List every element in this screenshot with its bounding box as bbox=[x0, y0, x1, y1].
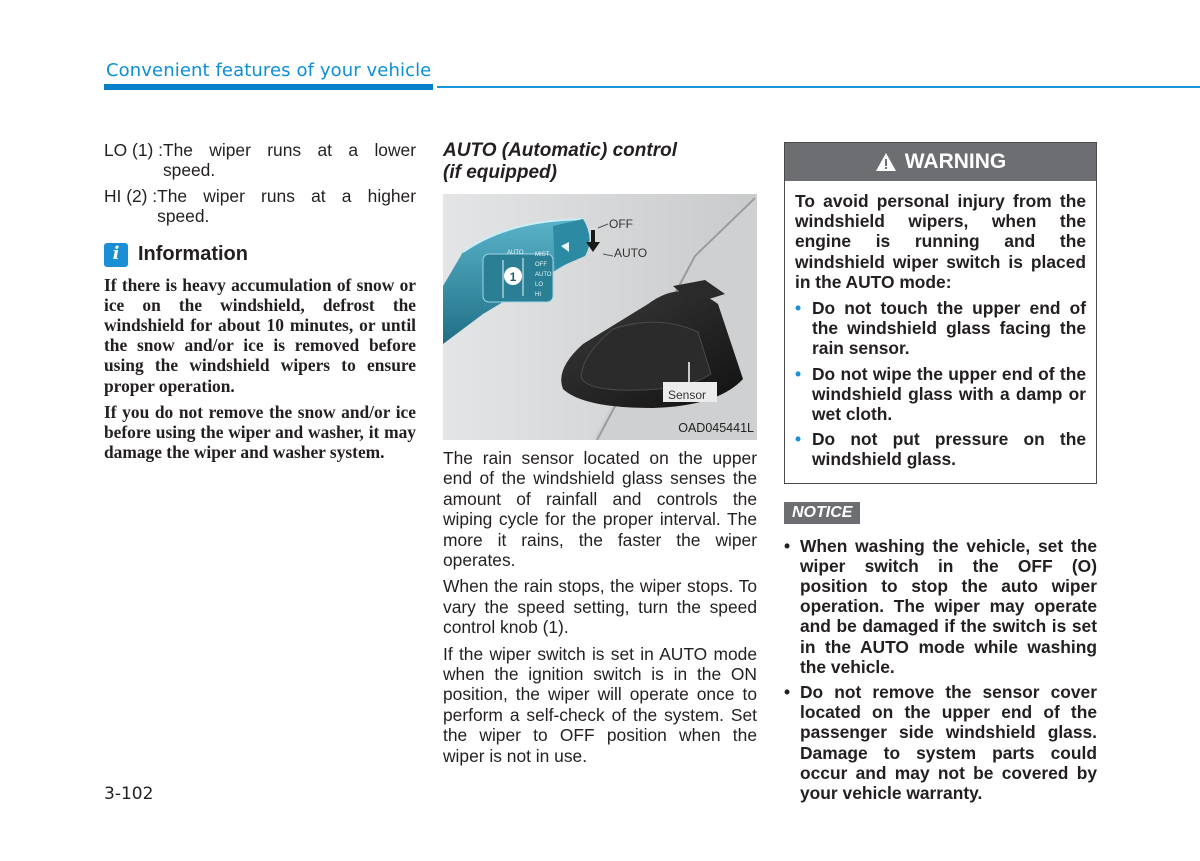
stalk-marking: AUTO bbox=[507, 250, 524, 256]
stalk-marking: AUTO bbox=[535, 272, 552, 278]
information-title: Information bbox=[138, 243, 248, 266]
notice-bullet: • Do not remove the sensor cover located on the upper end of the passenger side windshield glass. Damage to system parts could occur and may not be covered by your vehicle warranty. bbox=[784, 682, 1097, 804]
knob-number-label: 1 bbox=[509, 270, 517, 284]
body-paragraph: If the wiper switch is set in AUTO mode when the ignition switch is in the ON position, the wiper will operate once to perform a self-check of the system. Set the wiper to OFF position when the wiper is not in use. bbox=[443, 643, 757, 766]
bullet-dot-icon: • bbox=[795, 429, 802, 450]
definition-desc: speed. bbox=[157, 206, 210, 227]
warning-header bbox=[785, 143, 1096, 181]
information-heading bbox=[104, 243, 416, 267]
warning-bullet: • Do not touch the upper end of the windshield glass facing the rain sensor. bbox=[795, 298, 1086, 359]
warning-bullet: • Do not put pressure on the windshield glass. bbox=[795, 429, 1086, 470]
figure-label-sensor: Sensor bbox=[668, 388, 707, 402]
information-paragraph: If there is heavy accumulation of snow or ice on the windshield, defrost the windshield for about 10 minutes, or until the snow and/or ice is removed before using the windshield wipers to ensure proper operation. bbox=[104, 274, 416, 396]
notice-body bbox=[784, 536, 1097, 804]
header-rule-dark bbox=[104, 84, 433, 90]
bullet-dot-icon: • bbox=[784, 682, 791, 703]
definition-desc: The wiper runs at a higher bbox=[157, 185, 416, 206]
section-title: Convenient features of your vehicle bbox=[106, 60, 432, 81]
header-rule-light bbox=[437, 86, 1200, 88]
warning-title: WARNING bbox=[904, 150, 1007, 173]
figure-label-off: OFF bbox=[609, 217, 633, 231]
stalk-marking: MIST bbox=[535, 252, 550, 258]
information-paragraph: If you do not remove the snow and/or ice before using the wiper and washer, it may damage the wiper and washer system. bbox=[104, 401, 416, 463]
definition-term: LO (1) : bbox=[104, 140, 163, 160]
stalk-marking: LO bbox=[535, 282, 544, 288]
auto-control-heading: AUTO (Automatic) control (if equipped) bbox=[443, 140, 677, 183]
info-icon: i bbox=[104, 243, 128, 267]
figure-label-auto: AUTO bbox=[614, 246, 648, 260]
definition-desc: speed. bbox=[162, 160, 216, 181]
bullet-dot-icon: • bbox=[795, 298, 802, 319]
notice-badge: NOTICE bbox=[784, 502, 860, 524]
definition-desc: The wiper runs at a lower bbox=[162, 140, 416, 160]
body-paragraph: The rain sensor located on the upper end of the windshield glass senses the amount of rainfall and controls the wiping cycle for the proper interval. The more it rains, the faster the wiper operates. bbox=[443, 448, 757, 571]
stalk-marking: OFF bbox=[535, 262, 547, 268]
bullet-dot-icon: • bbox=[784, 535, 791, 556]
column-left bbox=[104, 140, 416, 468]
page-number: 3-102 bbox=[104, 784, 154, 804]
warning-bullet: • Do not wipe the upper end of the windshield glass with a damp or wet cloth. bbox=[795, 363, 1086, 425]
body-paragraph: When the rain stops, the wiper stops. To vary the speed setting, turn the speed control knob (1). bbox=[443, 576, 757, 638]
figure-code: OAD045441L bbox=[678, 420, 754, 435]
warning-box bbox=[784, 142, 1097, 484]
wiper-illustration bbox=[443, 194, 757, 440]
column-middle bbox=[443, 140, 757, 772]
definition-hi bbox=[104, 186, 416, 227]
warning-intro: To avoid personal injury from the windshield wipers, when the engine is running and the windshield wiper switch is placed in the AUTO mode: bbox=[795, 191, 1086, 292]
wiper-stalk-diagram bbox=[443, 194, 757, 440]
warning-triangle-icon bbox=[875, 152, 897, 172]
warning-body bbox=[785, 181, 1096, 483]
notice-bullet: • When washing the vehicle, set the wiper switch in the OFF (O) position to stop the auto wiper operation. The wiper may operate and be damaged if the switch is set in the AUTO mode while washing the vehicle. bbox=[784, 535, 1097, 677]
definition-term: HI (2) : bbox=[104, 185, 158, 206]
definition-lo bbox=[104, 140, 416, 181]
stalk-marking: HI bbox=[535, 292, 541, 298]
bullet-dot-icon: • bbox=[795, 363, 802, 384]
column-right bbox=[784, 142, 1097, 808]
